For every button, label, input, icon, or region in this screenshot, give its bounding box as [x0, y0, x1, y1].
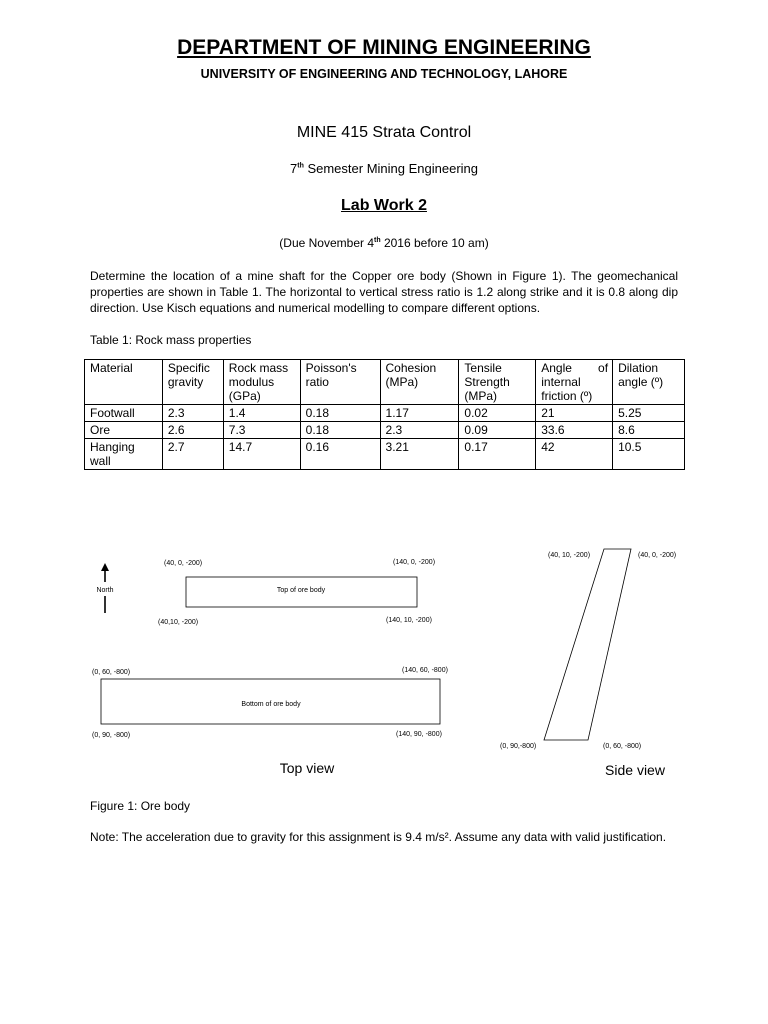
table-cell: 3.21: [380, 439, 459, 470]
column-header: Tensile Strength (MPa): [459, 360, 536, 405]
table-cell: 2.7: [162, 439, 223, 470]
table-cell: Ore: [85, 422, 163, 439]
side-view-label: Side view: [605, 762, 665, 778]
university-name: UNIVERSITY OF ENGINEERING AND TECHNOLOGY, LAHORE: [200, 67, 568, 81]
coord-label: (0, 90,-800): [500, 743, 537, 750]
table-row: [85, 439, 685, 470]
coord-label: (40,10, -200): [158, 619, 199, 626]
figure-caption: Figure 1: Ore body: [90, 799, 191, 813]
column-header: Specific gravity: [162, 360, 223, 405]
lab-title: Lab Work 2: [341, 197, 427, 214]
table-cell: 0.18: [300, 405, 380, 422]
due-rest: 2016 before 10 am): [380, 236, 489, 250]
table-cell: 1.17: [380, 405, 459, 422]
department-title: DEPARTMENT OF MINING ENGINEERING: [177, 36, 591, 59]
table-cell: Hanging wall: [85, 439, 163, 470]
due-prefix: (Due November 4: [279, 236, 375, 250]
table-cell: 7.3: [223, 422, 300, 439]
column-header: Angle of internal friction (º): [536, 360, 613, 405]
coord-label: (140, 0, -200): [393, 559, 436, 566]
rock-properties-table: [84, 359, 685, 470]
table-cell: 33.6: [536, 422, 613, 439]
table-cell: 5.25: [613, 405, 685, 422]
table-cell: 0.18: [300, 422, 380, 439]
coord-label: (40, 0, -200): [164, 560, 203, 567]
coord-label: (0, 60, -800): [92, 669, 131, 676]
top-of-ore-label: Top of ore body: [276, 587, 326, 594]
column-header: Dilation angle (º): [613, 360, 685, 405]
intro-paragraph: Determine the location of a mine shaft for the Copper ore body (Shown in Figure 1). The geomechanical properties are shown in Table 1. The horizontal to vertical stress ratio is 1.2 along strike and it is 0.8 along dip direction. Use Kisch equations and numerical modelling to compare different options.: [90, 269, 678, 315]
semester-line: [0, 161, 768, 176]
north-label: North: [96, 587, 114, 594]
column-header: Rock mass modulus (GPa): [223, 360, 300, 405]
course-title: MINE 415 Strata Control: [296, 124, 472, 141]
table-header-row: [85, 360, 685, 405]
table-cell: 2.3: [162, 405, 223, 422]
coord-label: (140, 60, -800): [402, 667, 448, 674]
coord-label: (40, 10, -200): [548, 552, 591, 559]
table-cell: 0.02: [459, 405, 536, 422]
column-header: Cohesion (MPa): [380, 360, 459, 405]
table-cell: 21: [536, 405, 613, 422]
coord-label: (40, 0, -200): [638, 552, 677, 559]
table-cell: Footwall: [85, 405, 163, 422]
table-cell: 0.16: [300, 439, 380, 470]
table-cell: 1.4: [223, 405, 300, 422]
semester-number: 7: [290, 161, 298, 176]
table-cell: 14.7: [223, 439, 300, 470]
due-suffix: th: [374, 237, 381, 244]
column-header: Poisson's ratio: [300, 360, 380, 405]
table-row: [85, 405, 685, 422]
table-cell: 42: [536, 439, 613, 470]
table-cell: 10.5: [613, 439, 685, 470]
top-view-label: Top view: [279, 760, 335, 776]
ore-body-figure: [0, 540, 768, 790]
coord-label: (0, 60, -800): [603, 743, 642, 750]
due-date: [0, 236, 768, 250]
table-cell: 0.17: [459, 439, 536, 470]
coord-label: (0, 90, -800): [92, 732, 131, 739]
side-view-shape: [544, 549, 631, 740]
table-cell: 2.6: [162, 422, 223, 439]
bottom-of-ore-label: Bottom of ore body: [241, 701, 301, 708]
note-paragraph: Note: The acceleration due to gravity for this assignment is 9.4 m/s². Assume any data with valid justification.: [90, 830, 667, 844]
column-header: Material: [85, 360, 163, 405]
table-cell: 0.09: [459, 422, 536, 439]
table-cell: 8.6: [613, 422, 685, 439]
semester-suffix: th: [297, 162, 304, 170]
table-cell: 2.3: [380, 422, 459, 439]
coord-label: (140, 10, -200): [386, 617, 432, 624]
table-caption: Table 1: Rock mass properties: [90, 333, 252, 347]
table-row: [85, 422, 685, 439]
coord-label: (140, 90, -800): [396, 731, 442, 738]
semester-text: Semester Mining Engineering: [303, 161, 478, 176]
